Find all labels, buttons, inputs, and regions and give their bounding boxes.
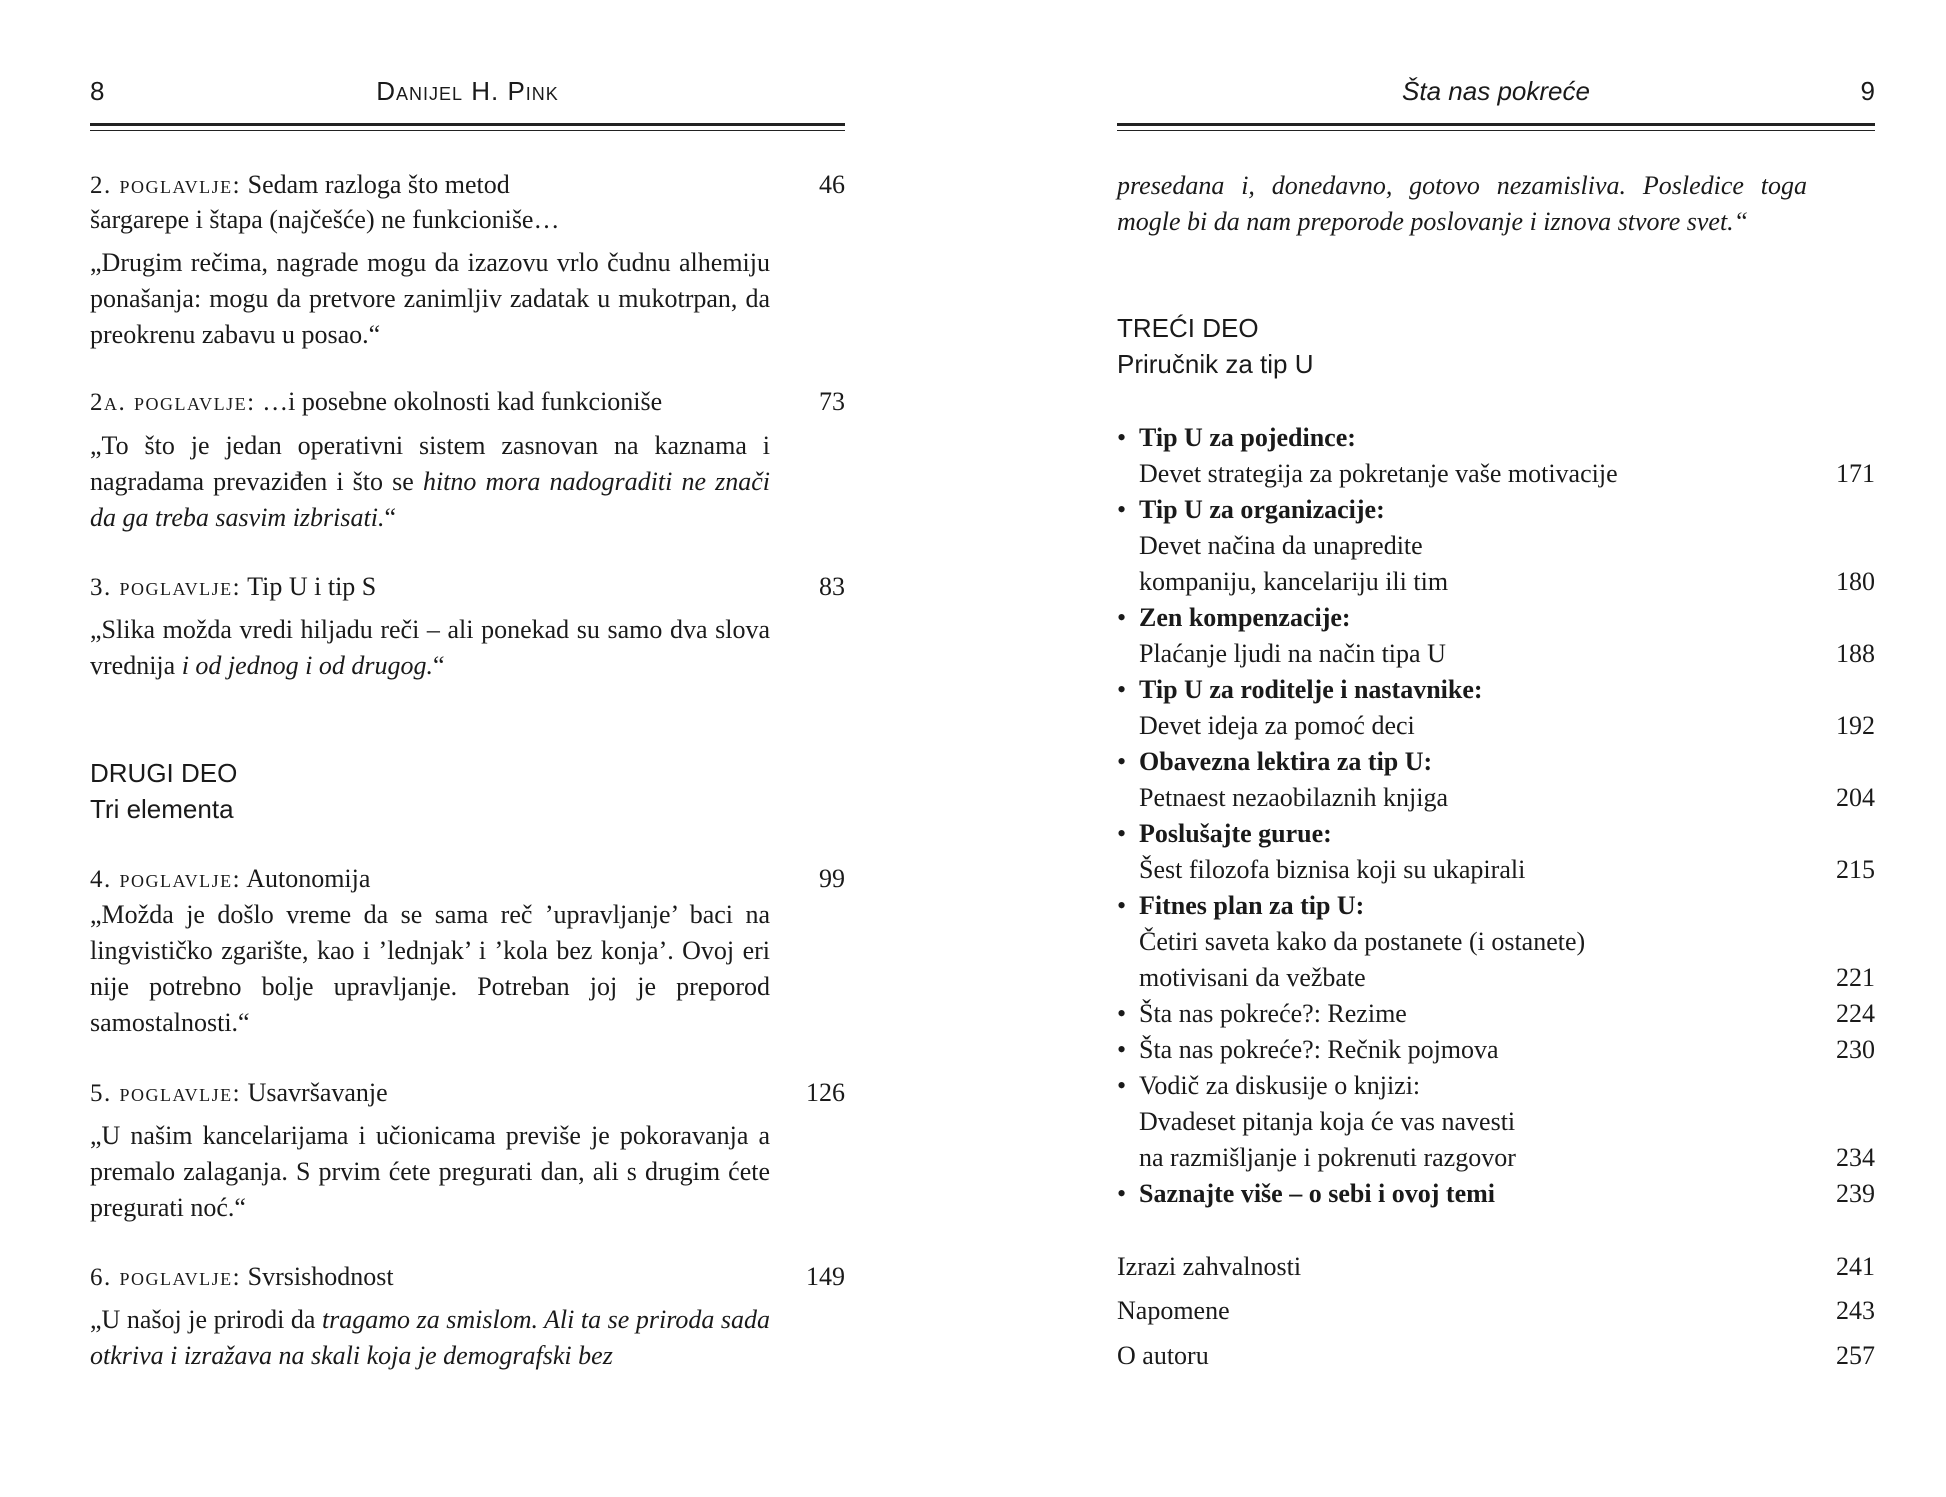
bullet-icon: • xyxy=(1117,891,1127,920)
toc-page-number: 215 xyxy=(1836,855,1875,884)
toc-page-number: 188 xyxy=(1836,639,1875,668)
toc-entry-quote: „Drugim rečima, nagrade mogu da izazovu vrlo čudnu alhemiju ponašanja: mogu da pretvore zanimljiv zadatak u mukotrpan, da preokrenu zabavu u posao.“ xyxy=(90,248,770,349)
toc-page-number: 221 xyxy=(1836,963,1875,992)
toc-page-number: 73 xyxy=(819,387,845,416)
toc-entry-title: 4. poglavlje: Autonomija xyxy=(90,864,371,893)
toc-page-number: 171 xyxy=(1836,459,1875,488)
toc-page-number: 230 xyxy=(1836,1035,1875,1064)
toc-item-subtitle: Četiri saveta kako da postanete (i ostanete) xyxy=(1139,927,1586,956)
toc-item-title: Poslušajte gurue: xyxy=(1139,819,1332,848)
running-head-author: Danijel H. Pink xyxy=(376,76,559,106)
left-page-number: 8 xyxy=(90,76,105,106)
toc-page-number: 180 xyxy=(1836,567,1875,596)
toc-entry-title: 2. poglavlje: Sedam razloga što metod xyxy=(90,170,510,199)
toc-item-subtitle: Petnaest nezaobilaznih knjiga xyxy=(1139,783,1449,812)
toc-item-subtitle: Šest filozofa biznisa koji su ukapirali xyxy=(1139,855,1526,884)
bullet-icon: • xyxy=(1117,1179,1127,1208)
back-matter-title: O autoru xyxy=(1117,1341,1209,1370)
toc-page-number: 204 xyxy=(1836,783,1875,812)
toc-page-number: 149 xyxy=(806,1262,845,1291)
toc-item-title: Saznajte više – o sebi i ovoj temi xyxy=(1139,1179,1496,1208)
toc-page-number: 239 xyxy=(1836,1179,1875,1208)
bullet-icon: • xyxy=(1117,495,1127,524)
header-rule xyxy=(90,123,845,126)
bullet-icon: • xyxy=(1117,1035,1127,1064)
toc-entry-quote: „Slika možda vredi hiljadu reči – ali ponekad su samo dva slova vrednija i od jednog i od drugog.“ xyxy=(90,615,770,680)
toc-page-number: 241 xyxy=(1836,1252,1875,1281)
toc-item-subtitle: Devet strategija za pokretanje vaše motivacije xyxy=(1139,459,1618,488)
toc-page-number: 257 xyxy=(1836,1341,1875,1370)
toc-entry-quote: „U našim kancelarijama i učionicama previše je pokoravanja a premalo zalaganja. S prvim ćete pregurati dan, ali s drugim ćete pregurati noć.“ xyxy=(90,1121,770,1222)
toc-entry-quote: „To što je jedan operativni sistem zasnovan na kaznama i nagradama prevaziđen i što se hitno mora nadograditi ne znači da ga treba sasvim izbrisati.“ xyxy=(90,431,770,532)
toc-entry-title: 2a. poglavlje: …i posebne okolnosti kad funkcioniše xyxy=(90,387,663,416)
toc-entry-title: 6. poglavlje: Svrsishodnost xyxy=(90,1262,394,1291)
header-rule xyxy=(1117,123,1875,126)
toc-item-subtitle: Devet ideja za pomoć deci xyxy=(1139,711,1415,740)
toc-item-subtitle: motivisani da vežbate xyxy=(1139,963,1366,992)
bullet-icon: • xyxy=(1117,819,1127,848)
bullet-icon: • xyxy=(1117,1071,1127,1100)
bullet-icon: • xyxy=(1117,675,1127,704)
left-header xyxy=(90,76,845,116)
part-title: Priručnik za tip U xyxy=(1117,349,1314,379)
toc-page-number: 243 xyxy=(1836,1296,1875,1325)
header-rule-thin xyxy=(90,130,845,131)
toc-page-number: 192 xyxy=(1836,711,1875,740)
bullet-icon: • xyxy=(1117,423,1127,452)
running-head-book-title: Šta nas pokreće xyxy=(1402,76,1590,106)
continued-quote: presedana i, donedavno, gotovo nezamisliva. Posledice toga mogle bi da nam preporode poslovanje i iznova stvore svet.“ xyxy=(1117,171,1807,236)
toc-page-number: 83 xyxy=(819,572,845,601)
toc-entry-title: 5. poglavlje: Usavršavanje xyxy=(90,1078,388,1107)
toc-item-subtitle: kompaniju, kancelariju ili tim xyxy=(1139,567,1449,596)
toc-item-title: Šta nas pokreće?: Rezime xyxy=(1139,999,1407,1028)
part-label: DRUGI DEO xyxy=(90,758,238,788)
toc-item-subtitle: Dvadeset pitanja koja će vas navesti xyxy=(1139,1107,1516,1136)
toc-entry-quote: „Možda je došlo vreme da se sama reč ’upravljanje’ baci na lingvističko zgarište, kao i ’lednjak’ i ’kola bez konja’. Ovoj eri nije potrebno bolje upravljanje. Potreban joj je preporod samostalnosti.“ xyxy=(90,900,770,1037)
toc-item-title: Fitnes plan za tip U: xyxy=(1139,891,1365,920)
toc-item-title: Tip U za pojedince: xyxy=(1139,423,1356,452)
toc-page-number: 224 xyxy=(1836,999,1875,1028)
right-page xyxy=(1117,0,1875,1497)
toc-item-title: Tip U za roditelje i nastavnike: xyxy=(1139,675,1483,704)
toc-page-number: 99 xyxy=(819,864,845,893)
bullet-icon: • xyxy=(1117,603,1127,632)
toc-item-title: Zen kompenzacije: xyxy=(1139,603,1351,632)
toc-page-number: 126 xyxy=(806,1078,845,1107)
bullet-icon: • xyxy=(1117,747,1127,776)
right-header xyxy=(1117,76,1875,116)
toc-entry-title-cont: šargarepe i štapa (najčešće) ne funkcioniše… xyxy=(90,205,560,234)
toc-page-number: 234 xyxy=(1836,1143,1875,1172)
toc-item-title: Obavezna lektira za tip U: xyxy=(1139,747,1433,776)
part-label: TREĆI DEO xyxy=(1117,313,1259,343)
toc-item-title: Tip U za organizacije: xyxy=(1139,495,1385,524)
header-rule-thin xyxy=(1117,130,1875,131)
back-matter-title: Izrazi zahvalnosti xyxy=(1117,1252,1302,1281)
right-page-number: 9 xyxy=(1860,76,1875,106)
bullet-icon: • xyxy=(1117,999,1127,1028)
toc-item-subtitle: Plaćanje ljudi na način tipa U xyxy=(1139,639,1446,668)
toc-item-subtitle: na razmišljanje i pokrenuti razgovor xyxy=(1139,1143,1516,1172)
toc-item-title: Šta nas pokreće?: Rečnik pojmova xyxy=(1139,1035,1499,1064)
left-page xyxy=(90,0,845,1497)
toc-entry-quote: „U našoj je prirodi da tragamo za smislom. Ali ta se priroda sada otkriva i izražava na skali koja je demografski bez xyxy=(90,1305,771,1370)
part-title: Tri elementa xyxy=(90,794,234,824)
toc-item-subtitle: Devet načina da unapredite xyxy=(1139,531,1423,560)
toc-entry-title: 3. poglavlje: Tip U i tip S xyxy=(90,572,377,601)
back-matter-title: Napomene xyxy=(1117,1296,1230,1325)
toc-page-number: 46 xyxy=(819,170,845,199)
toc-item-title: Vodič za diskusije o knjizi: xyxy=(1139,1071,1421,1100)
